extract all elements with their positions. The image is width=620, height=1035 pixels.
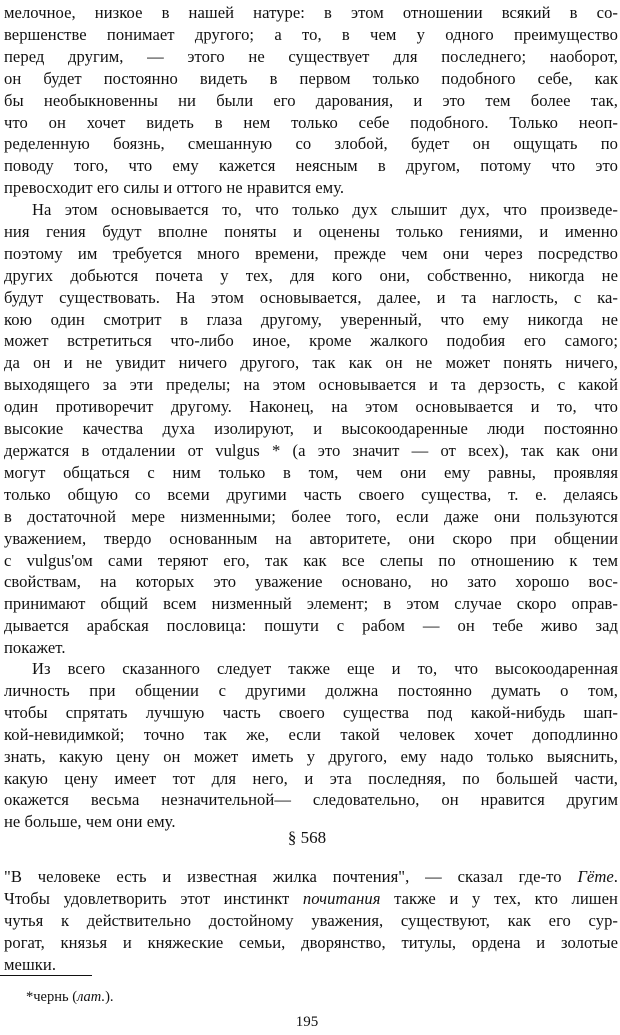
footnote	[26, 989, 114, 1006]
text-line: мешки.	[4, 954, 57, 974]
text-line: Из всего сказанного следует также еще и то, что высокоодаренная	[32, 659, 618, 678]
text-line: только общую со всеми другими часть своего существа, т. е. делаясь	[4, 484, 618, 504]
author-name: Гёте	[577, 867, 614, 886]
paragraph-1	[4, 2, 618, 199]
text-line: На этом основывается то, что только дух слышит дух, что произведе-	[32, 200, 618, 219]
text-line: не больше, чем они ему.	[4, 812, 176, 832]
text-line: перед другим, — этого не существует для последнего; наоборот,	[4, 46, 618, 66]
text-line: других добьются почета у тех, для кого они, собственно, никогда не	[4, 265, 618, 285]
text-line: знать, какую цену он может иметь у другого, ему надо только выяснить,	[4, 746, 618, 766]
text-line: один противоречит другому. Наконец, на этом основывается и то, что	[4, 397, 618, 417]
text-line: мелочное, низкое в нашей натуре: в этом отношении всякий в со-	[4, 3, 618, 22]
italic-term: почитания	[302, 888, 381, 908]
text-line: окажется весьма незначительной— следовательно, он нравится другим	[4, 790, 618, 810]
footnote-divider	[0, 975, 92, 976]
paragraph-2	[4, 199, 618, 659]
text-line: покажет.	[4, 638, 66, 658]
text-line: поводу того, что ему кажется неясным в другом, потому что это	[4, 156, 618, 176]
text-line: могут общаться с ним только в том, чем они ему равны, проявляя	[4, 462, 618, 482]
text-line	[4, 866, 618, 888]
text-line: ния гения будут вполне поняты и оценены только гениями, и именно	[4, 221, 618, 241]
text-line: принимают общий всем низменный элемент; в этом случае скоро оправ-	[4, 594, 618, 614]
section-heading: § 568	[287, 828, 327, 847]
footnote-text-end: ).	[105, 989, 114, 1005]
text-line: высокие качества духа изолируют, и высокоодаренные люди постоянно	[4, 419, 618, 439]
page-number: 195	[295, 1014, 319, 1030]
text-line: уважением, твердо основанным на авторитете, они скоро при общении	[4, 528, 618, 548]
text-line: что он хочет видеть в нем только себе подобного. Только неоп-	[4, 112, 618, 132]
text-line: может встретиться что-либо иное, кроме жалкого подобия его самого;	[4, 331, 618, 351]
text-line: бы необыкновенны ни были его дарования, и это тем более так,	[4, 90, 618, 110]
text-line: с vulgus'ом сами теряют его, так как все слепы по отношению к тем	[4, 550, 618, 570]
text-line: чтобы спрятать лучшую часть своего существа под какой-нибудь шап-	[4, 702, 618, 722]
text-line: личность при общении с другими должна постоянно думать о том,	[4, 680, 618, 700]
text-fragment: .	[613, 867, 618, 886]
text-line: он будет постоянно видеть в первом только подобного себе, как	[4, 68, 618, 88]
text-line: рогат, князья и княжеские семьи, дворянство, титулы, ордена и золотые	[4, 932, 618, 952]
text-line: вершенстве понимает другого; а то, в чем у одного преимущество	[4, 24, 618, 44]
text-line: будут существовать. На этом основывается, далее, и та наглость, с ка-	[4, 287, 618, 307]
text-line: выходящего за эти пределы; на этом основывается и та дерзость, с какой	[4, 375, 618, 395]
footnote-text: чернь (	[33, 989, 78, 1005]
text-line: да он и не увидит ничего другого, так как он не может понять ничего,	[4, 353, 618, 373]
text-line: дывается арабская пословица: пошути с рабом — он тебе живо зад	[4, 616, 618, 636]
text-fragment: Чтобы удовлетворить этот инстинкт	[4, 888, 303, 908]
footnote-marker: *	[26, 989, 34, 1005]
text-line: превосходит его силы и оттого не нравится ему.	[4, 178, 345, 198]
text-line: какую цену имеет тот для него, и эта последняя, по большей части,	[4, 768, 618, 788]
text-line: кою один смотрит в глаза другому, уверенный, что ему никогда не	[4, 309, 618, 329]
footnote-italic: лат.	[77, 989, 106, 1005]
text-line: ределенную боязнь, смешанную со злобой, будет он ощущать по	[4, 134, 618, 154]
text-line: кой-невидимкой; точно так же, если такой человек хочет доподлинно	[4, 724, 618, 744]
text-line: чутья к действительно достойному уважения, существуют, как его сур-	[4, 910, 618, 930]
text-line	[4, 888, 618, 910]
text-line: свойствам, на которых это уважение основано, но зато хорошо вос-	[4, 572, 618, 592]
paragraph-3	[4, 658, 618, 833]
paragraph-568	[4, 866, 618, 976]
text-fragment: "В человеке есть и известная жилка почтения", — сказал где-то	[4, 867, 578, 886]
text-line: в достаточной мере низменными; более того, если даже они пользуются	[4, 506, 618, 526]
text-line: держатся в отдалении от vulgus * (а это значит — от всех), так как они	[4, 440, 618, 460]
text-fragment: также и у тех, кто лишен	[380, 888, 618, 908]
text-line: поэтому им требуется много времени, прежде чем они через посредство	[4, 243, 618, 263]
